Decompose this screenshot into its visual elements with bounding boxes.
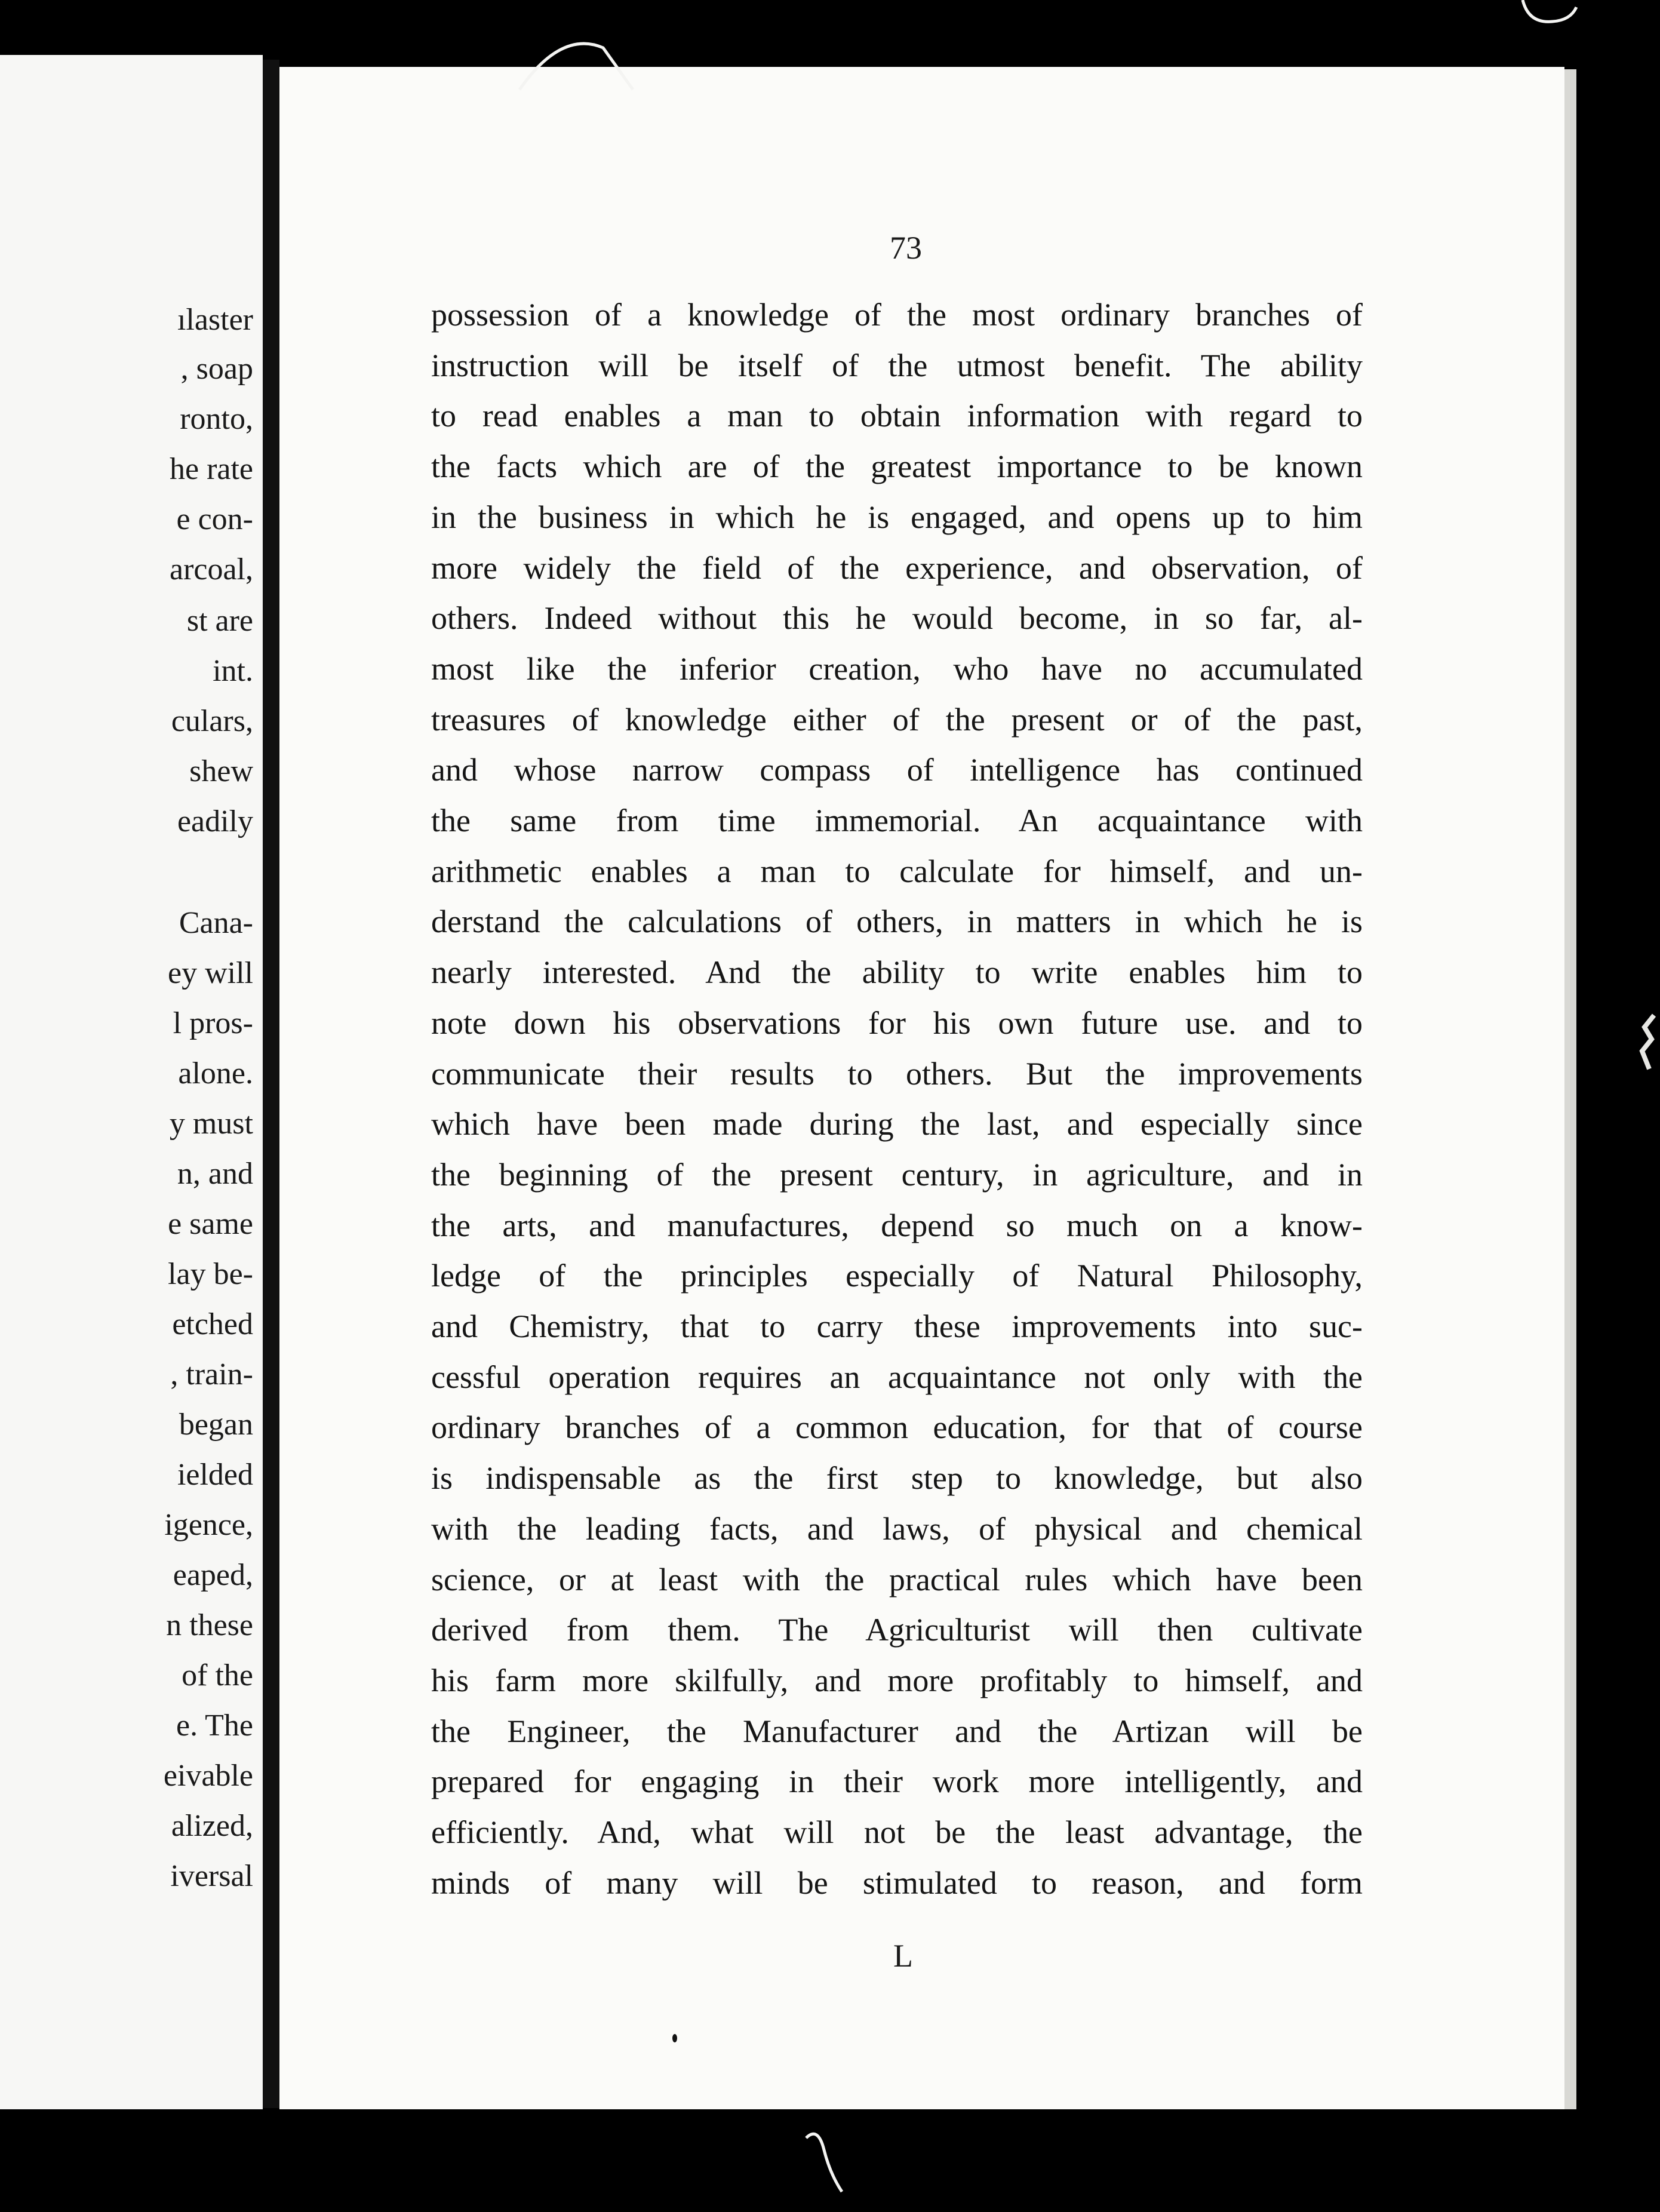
left-page-line: eaped, (173, 1558, 253, 1592)
ink-speck (672, 2034, 677, 2042)
body-text-line: science, or at least with the practical rules which have been (431, 1562, 1363, 1597)
body-text-line: communicate their results to others. But the improvements (431, 1056, 1363, 1092)
left-page-line: int. (213, 654, 253, 688)
body-text-line: and Chemistry, that to carry these improvements into suc- (431, 1308, 1363, 1344)
body-text-line: in the business in which he is engaged, and opens up to him (431, 499, 1363, 535)
body-text-line: ordinary branches of a common education, for that of course (431, 1409, 1363, 1445)
left-page-line: Cana- (179, 906, 253, 940)
left-page-line: eadily (177, 804, 253, 838)
left-page-line: ronto, (180, 402, 253, 436)
left-page-line: of the (182, 1658, 253, 1692)
page-number: 73 (890, 230, 922, 266)
body-text-line: ledge of the principles especially of Natural Philosophy, (431, 1258, 1363, 1294)
body-text-line: which have been made during the last, and especially since (431, 1106, 1363, 1142)
left-page-line: etched (172, 1307, 253, 1341)
left-page-line: , soap (180, 352, 253, 386)
body-text-line: is indispensable as the first step to knowledge, but also (431, 1460, 1363, 1496)
page-edge-shadow (1564, 69, 1576, 2109)
left-page-line: st are (186, 604, 253, 638)
body-text-line: with the leading facts, and laws, of physical and chemical (431, 1511, 1363, 1547)
left-page-line: e. The (176, 1709, 253, 1743)
body-text-line: and whose narrow compass of intelligence has continued (431, 752, 1363, 788)
scan-artifact-hook (800, 2126, 848, 2198)
body-text-line: minds of many will be stimulated to reason, and form (431, 1865, 1363, 1901)
left-page-line: n these (166, 1608, 253, 1642)
left-page-line: lay be- (168, 1257, 253, 1291)
left-page-line: shew (189, 754, 253, 788)
body-text-line: the same from time immemorial. An acquaintance with (431, 803, 1363, 838)
scan-artifact-curl (1517, 0, 1588, 36)
left-page-fragment (0, 55, 263, 2109)
scan-artifact-arc (514, 24, 645, 96)
left-page-line: culars, (171, 704, 253, 738)
left-page-line: alone. (178, 1056, 253, 1090)
body-text-line: efficiently. And, what will not be the least advantage, the (431, 1814, 1363, 1850)
body-text-line: derived from them. The Agriculturist will then cultivate (431, 1612, 1363, 1648)
left-page-line: ielded (177, 1458, 253, 1492)
left-page-line: e con- (176, 502, 253, 536)
left-page-line: alized, (171, 1809, 253, 1843)
left-page-line: l pros- (173, 1006, 253, 1040)
body-text-line: others. Indeed without this he would become, in so far, al- (431, 600, 1363, 636)
body-text-line: most like the inferior creation, who have no accumulated (431, 651, 1363, 687)
body-text-line: derstand the calculations of others, in matters in which he is (431, 904, 1363, 939)
left-page-line: ılaster (177, 303, 253, 337)
left-page-line: began (179, 1408, 253, 1442)
left-page-line: n, and (177, 1157, 253, 1191)
scan-artifact-clip (1636, 1009, 1660, 1075)
body-text-line: the arts, and manufactures, depend so much on a know- (431, 1208, 1363, 1243)
body-text-line: treasures of knowledge either of the present or of the past, (431, 702, 1363, 738)
left-page-line: arcoal, (169, 552, 253, 586)
body-text-line: note down his observations for his own future use. and to (431, 1005, 1363, 1041)
left-page-line: ey will (168, 956, 253, 990)
left-page-line: eivable (163, 1759, 253, 1793)
body-text-line: prepared for engaging in their work more intelligently, and (431, 1764, 1363, 1799)
left-page-line: he rate (169, 452, 253, 486)
body-text-line: the Engineer, the Manufacturer and the Artizan will be (431, 1713, 1363, 1749)
body-text-line: the facts which are of the greatest importance to be known (431, 448, 1363, 484)
body-text-line: nearly interested. And the ability to write enables him to (431, 954, 1363, 990)
book-gutter (263, 60, 279, 2108)
body-text-line: cessful operation requires an acquaintance not only with the (431, 1359, 1363, 1395)
body-text-line: his farm more skilfully, and more profitably to himself, and (431, 1663, 1363, 1698)
left-page-line: iversal (170, 1859, 253, 1893)
body-text-line: arithmetic enables a man to calculate for himself, and un- (431, 853, 1363, 889)
left-page-line: y must (169, 1107, 253, 1141)
body-text-line: more widely the field of the experience, and observation, of (431, 550, 1363, 586)
left-page-line: igence, (164, 1508, 253, 1542)
signature-mark: L (893, 1938, 913, 1974)
body-text-line: the beginning of the present century, in agriculture, and in (431, 1157, 1363, 1193)
left-page-line: e same (168, 1207, 253, 1241)
body-text-line: instruction will be itself of the utmost benefit. The ability (431, 348, 1363, 383)
left-page-line: , train- (170, 1357, 253, 1391)
body-text-line: to read enables a man to obtain information with regard to (431, 398, 1363, 434)
body-text-line: possession of a knowledge of the most ordinary branches of (431, 297, 1363, 333)
